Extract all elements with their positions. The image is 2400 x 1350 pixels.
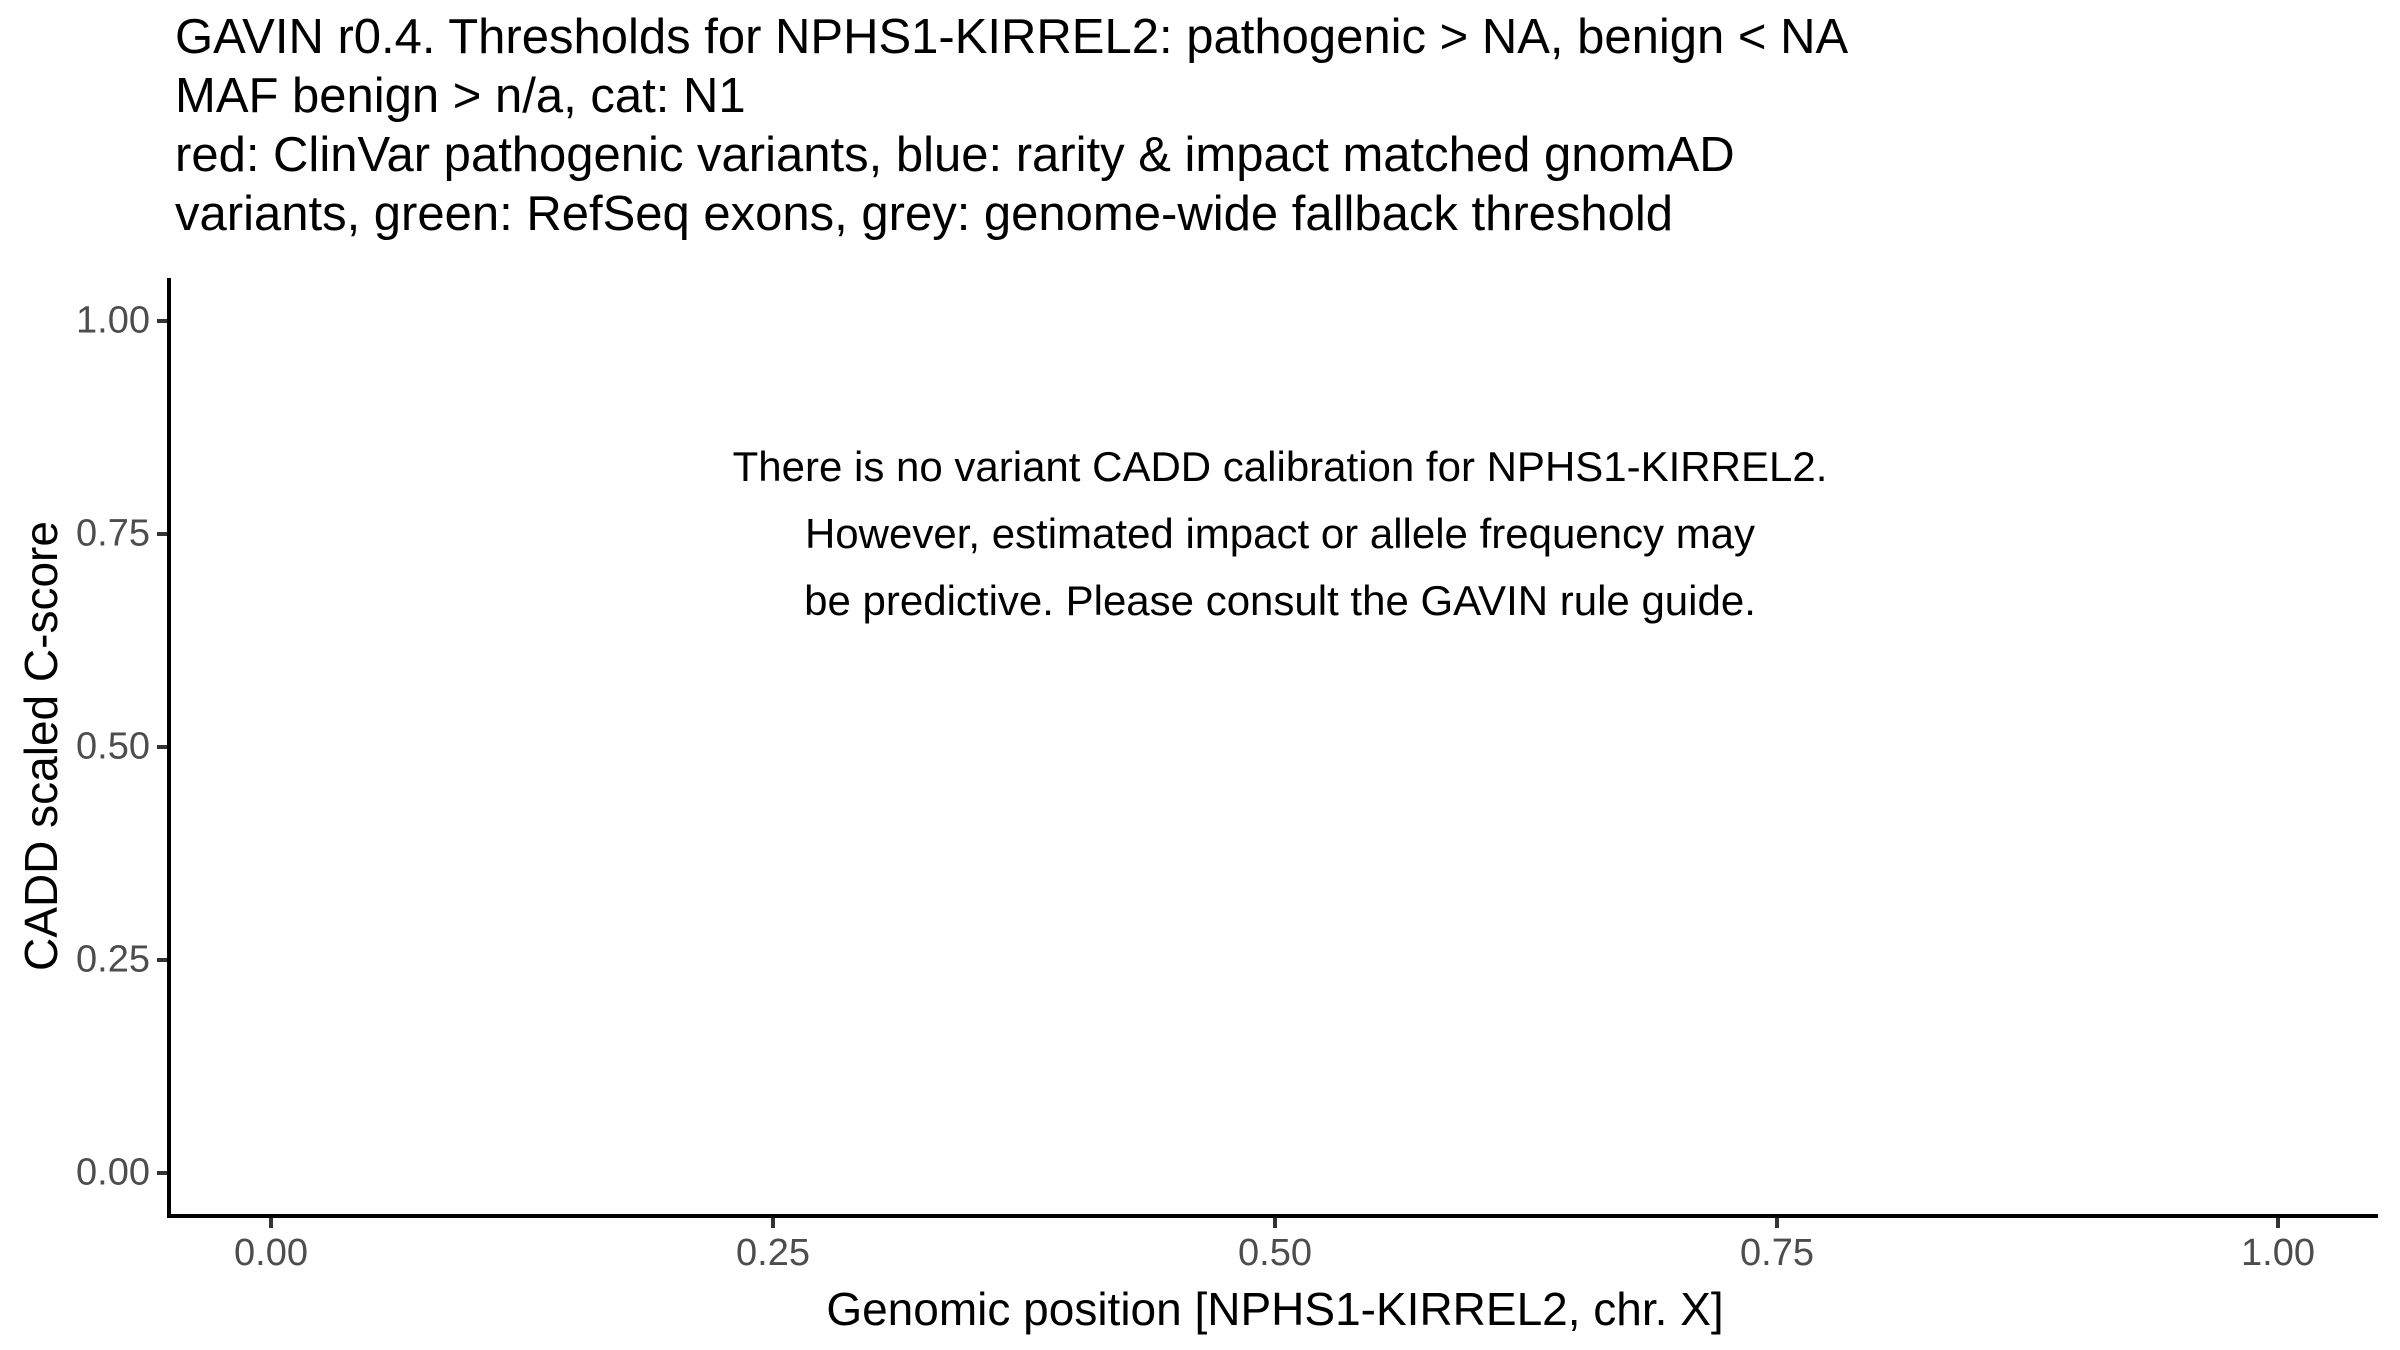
y-tick-label-0.00: 0.00 xyxy=(76,1151,150,1194)
plot-title-line-3: red: ClinVar pathogenic variants, blue: rarity & impact matched gnomAD xyxy=(175,128,1735,182)
plot-title-line-2: MAF benign > n/a, cat: N1 xyxy=(175,69,746,123)
x-tick-label-0.00: 0.00 xyxy=(234,1232,308,1274)
plot-annotation xyxy=(733,433,1828,634)
y-tick-label-0.75: 0.75 xyxy=(76,512,150,555)
x-axis-tick-1.00 xyxy=(2276,1218,2280,1228)
y-axis-tick-0.50 xyxy=(157,745,167,749)
y-axis-tick-0.75 xyxy=(157,532,167,536)
y-tick-label-0.25: 0.25 xyxy=(76,938,150,981)
x-tick-label-0.25: 0.25 xyxy=(736,1232,810,1274)
x-axis-tick-0.50 xyxy=(1273,1218,1277,1228)
y-axis-tick-0.25 xyxy=(157,958,167,962)
y-axis-line xyxy=(167,278,171,1218)
y-axis-tick-1.00 xyxy=(157,319,167,323)
x-axis-tick-0.75 xyxy=(1775,1218,1779,1228)
plot-annotation-line-3: be predictive. Please consult the GAVIN rule guide. xyxy=(804,577,1756,624)
plot-annotation-line-1: There is no variant CADD calibration for NPHS1-KIRREL2. xyxy=(732,443,1828,490)
plot-title xyxy=(175,8,1848,244)
plot-annotation-line-2: However, estimated impact or allele frequency may xyxy=(804,510,1756,557)
y-tick-label-1.00: 1.00 xyxy=(76,299,150,342)
y-tick-label-0.50: 0.50 xyxy=(76,725,150,768)
y-axis-tick-0.00 xyxy=(157,1171,167,1175)
x-tick-label-0.50: 0.50 xyxy=(1238,1232,1312,1274)
plot-title-line-1: GAVIN r0.4. Thresholds for NPHS1-KIRREL2: pathogenic > NA, benign < NA xyxy=(175,10,1849,64)
plot-title-line-4: variants, green: RefSeq exons, grey: genome-wide fallback threshold xyxy=(175,187,1674,241)
x-axis-title: Genomic position [NPHS1-KIRREL2, chr. X] xyxy=(826,1283,1724,1335)
x-tick-label-0.75: 0.75 xyxy=(1740,1232,1814,1274)
y-axis-title: CADD scaled C-score xyxy=(15,521,67,971)
x-axis-tick-0.00 xyxy=(269,1218,273,1228)
x-tick-label-1.00: 1.00 xyxy=(2241,1232,2315,1274)
x-axis-tick-0.25 xyxy=(771,1218,775,1228)
